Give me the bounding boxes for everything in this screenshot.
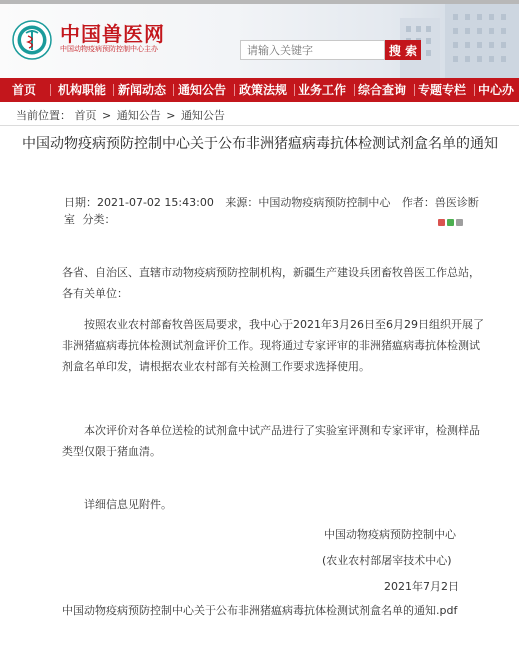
share-weibo-icon[interactable] — [438, 219, 445, 226]
breadcrumb-separator: > — [166, 109, 176, 122]
site-header — [0, 4, 519, 78]
nav-divider — [474, 84, 475, 96]
nav-item-organization[interactable]: 机构职能 — [58, 83, 107, 97]
article-paragraph: 本次评价对各单位送检的试剂盒中试产品进行了实验室评测和专家评审，检测样品类型仅限于猪血清。 — [62, 424, 480, 458]
search-input[interactable] — [240, 40, 385, 60]
breadcrumb-label: 当前位置： — [16, 109, 71, 122]
caduceus-logo-icon[interactable] — [12, 20, 52, 60]
nav-divider — [50, 84, 51, 96]
nav-item-news[interactable]: 新闻动态 — [118, 83, 167, 97]
nav-divider — [354, 84, 355, 96]
article-details-note: 详细信息见附件。 — [84, 498, 172, 511]
article-author: 作者：兽医诊断 — [401, 196, 479, 209]
nav-divider — [113, 84, 114, 96]
breadcrumb — [16, 107, 225, 123]
nav-divider — [294, 84, 295, 96]
breadcrumb-separator: > — [102, 109, 112, 122]
site-name[interactable]: 中国兽医网 — [60, 22, 165, 46]
signature-org-sub: (农业农村部屠宰技术中心) — [322, 554, 452, 567]
breadcrumb-item-home[interactable]: 首页 — [74, 109, 97, 122]
share-icons[interactable] — [438, 211, 465, 219]
breadcrumb-item-notices[interactable]: 通知公告 — [116, 109, 161, 122]
nav-item-home[interactable]: 首页 — [12, 83, 37, 97]
signature-org: 中国动物疫病预防控制中心 — [324, 528, 456, 541]
article-category: 分类： — [82, 213, 116, 226]
article-meta-cont — [64, 211, 120, 227]
search-button[interactable]: 搜 索 — [385, 40, 421, 60]
nav-item-query[interactable]: 综合查询 — [358, 83, 407, 97]
building-graphic — [445, 4, 519, 78]
article-source: 来源：中国动物疫病预防控制中心 — [225, 196, 391, 209]
attachment-link[interactable]: 中国动物疫病预防控制中心关于公布非洲猪瘟病毒抗体检测试剂盒名单的通知.pdf — [62, 604, 458, 617]
nav-item-center-office[interactable]: 中心办 — [478, 83, 515, 97]
article-date: 日期：2021-07-02 15:43:00 — [64, 196, 214, 209]
nav-divider — [234, 84, 235, 96]
article-salutation: 各省、自治区、直辖市动物疫病预防控制机构，新疆生产建设兵团畜牧兽医工作总站，各有关单位： — [62, 266, 480, 300]
print-icon[interactable] — [456, 219, 463, 226]
nav-item-policies[interactable]: 政策法规 — [239, 83, 288, 97]
divider — [0, 125, 519, 126]
site-subtitle: 中国动物疫病预防控制中心主办 — [60, 45, 158, 53]
article-author-cont: 室 — [64, 213, 75, 226]
article-title: 中国动物疫病预防控制中心关于公布非洲猪瘟病毒抗体检测试剂盒名单的通知 — [22, 136, 498, 152]
main-nav — [0, 78, 519, 102]
breadcrumb-item-current[interactable]: 通知公告 — [180, 109, 225, 122]
article-paragraph: 按照农业农村部畜牧兽医局要求，我中心于2021年3月26日至6月29日组织开展了非洲猪瘟病毒抗体检测试剂盒评价工作。现将通过专家评审的非洲猪瘟病毒抗体检测试剂盒名单印发，请根据农业农村部有关检测工作要求选择使用。 — [62, 318, 484, 373]
nav-divider — [173, 84, 174, 96]
signature-date: 2021年7月2日 — [384, 580, 459, 593]
nav-divider — [414, 84, 415, 96]
nav-item-topics[interactable]: 专题专栏 — [418, 83, 467, 97]
share-wechat-icon[interactable] — [447, 219, 454, 226]
article-meta — [64, 194, 487, 210]
nav-item-work[interactable]: 业务工作 — [298, 83, 347, 97]
nav-item-notices[interactable]: 通知公告 — [178, 83, 227, 97]
